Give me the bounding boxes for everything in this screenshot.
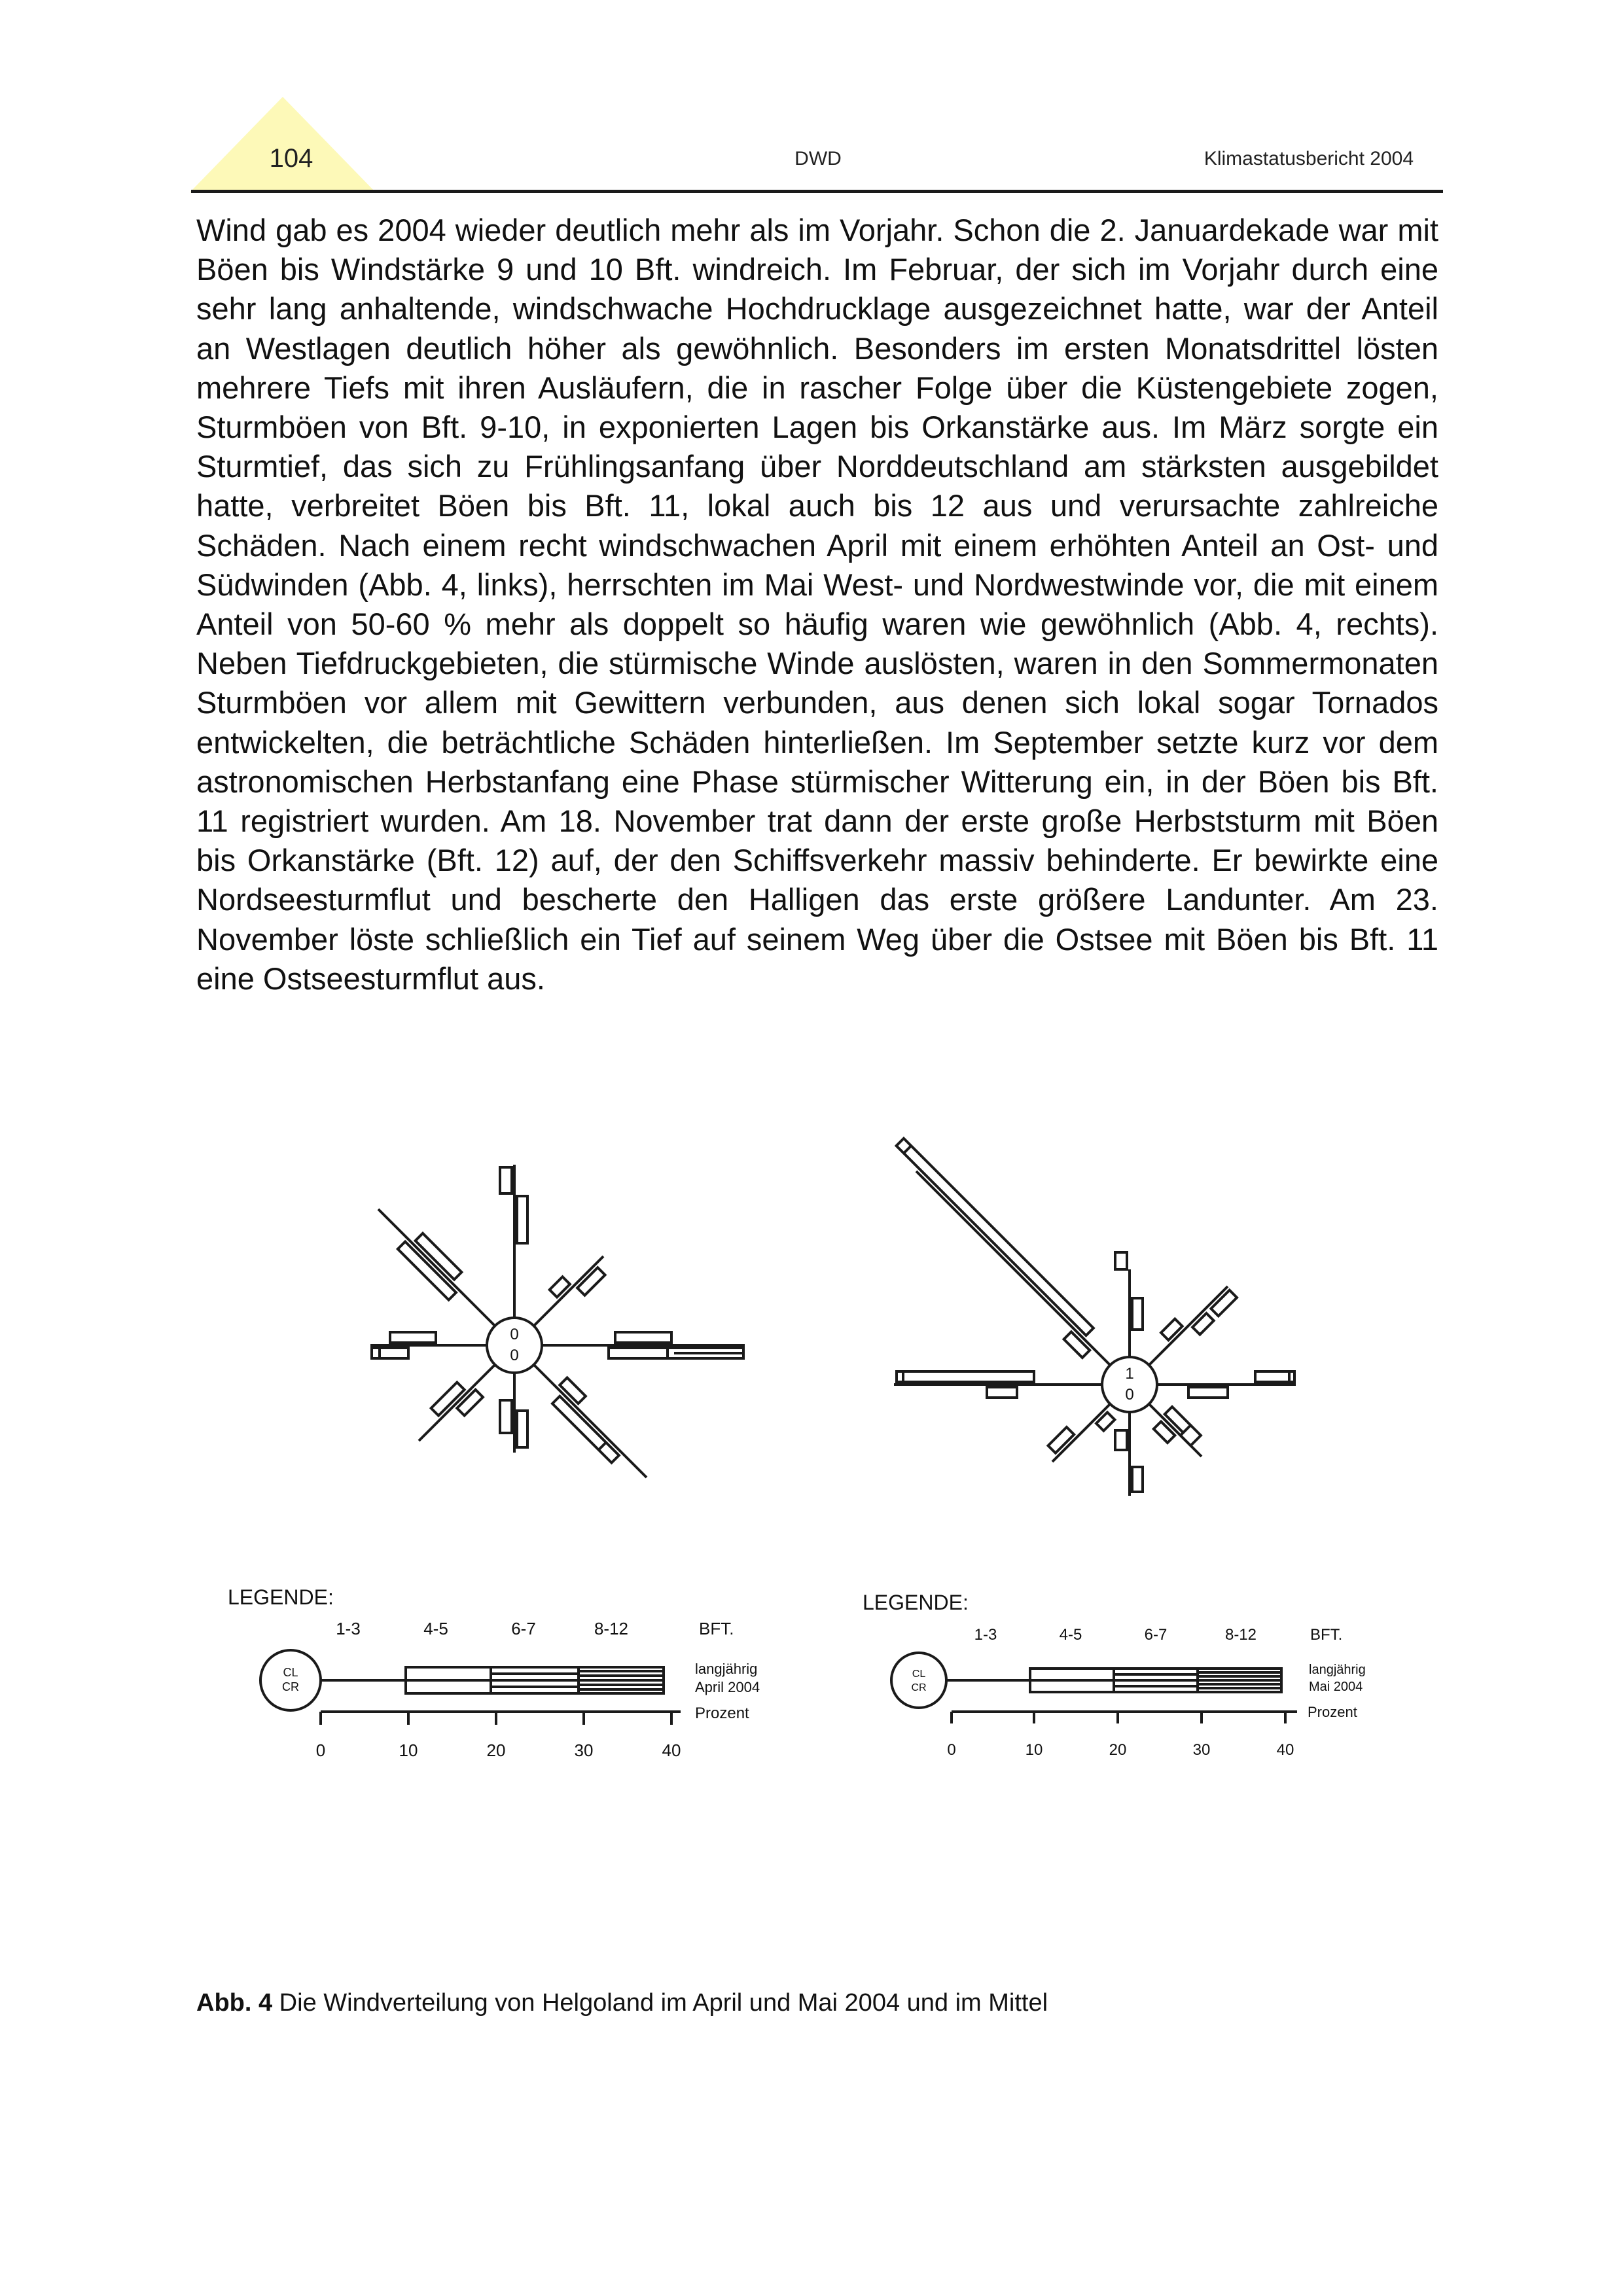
- legend-box-4-5-long: [406, 1667, 491, 1680]
- arm-nw: [378, 1209, 496, 1327]
- legend-row-long: langjährig: [1309, 1663, 1366, 1677]
- bar-n-current: [517, 1196, 527, 1243]
- legend-box-8-12-long: [1198, 1669, 1281, 1680]
- body-paragraph: Wind gab es 2004 wieder deutlich mehr als im Vorjahr. Schon die 2. Januardekade war mit Böen bis Windstärke 9 und 10 Bft. windreich. Im Februar, der sich im Vorjahr durch eine sehr lang anhaltende, windschwache Hochdrucklage ausgezeichnet hatte, war der Anteil an Westlagen deutlich höher als gewöhnlich. Besonders im ersten Monatsdrittel lösten mehrere Tiefs mit ihren Ausläufern, die in rascher Folge über die Küstengebiete zogen, Sturmböen von Bft. 9-10, in exponierten Lagen bis Orkanstärke aus. Im März sorgte ein Sturmtief, das sich zu Frühlingsanfang über Norddeutschland am stärksten ausgebildet hatte, verbreitet Böen bis Bft. 11, lokal auch bis 12 aus und verursachte zahlreiche Schäden. Nach einem recht windschwachen April mit einem erhöhten Anteil an Ost- und Südwinden (Abb. 4, links), herrschten im Mai West- und Nordwestwinde vor, die mit einem Anteil von 50-60 % mehr als doppelt so häufig waren wie gewöhnlich (Abb. 4, rechts). Neben Tiefdruckgebieten, die stürmische Winde auslösten, waren in den Sommermonaten Sturmböen vor allem mit Gewittern verbunden, aus denen sich lokal sogar Tornados entwickelten, die beträchtliche Schäden hinterließen. Im September setzte kurz vor dem astronomischen Herbstanfang eine Phase stürmischer Witterung ein, in der Böen bis Bft. 11 registriert wurden. Am 18. November trat dann der erste große Herbststurm mit Böen bis Orkanstärke (Bft. 12) auf, der den Schiffsverkehr massiv behinderte. Er bewirkte eine Nordseesturmflut und bescherte den Halligen das erste größere Landunter. Am 23. November löste schließlich ein Tief auf seinem Weg über die Ostsee mit Böen bis Bft. 11 eine Ostseesturmflut aus.: [196, 213, 1438, 996]
- legend-tick-label-30: 30: [1192, 1741, 1211, 1759]
- caption-label: Abb. 4: [196, 1989, 273, 2017]
- calm-value: 0: [510, 1326, 519, 1343]
- wind-rose-april: [370, 1165, 745, 1477]
- bar-ne-long: [1161, 1319, 1183, 1341]
- legend-circle-bottom: CR: [282, 1680, 299, 1693]
- legend-tick-label-40: 40: [662, 1740, 681, 1760]
- legend-row-current: April 2004: [695, 1679, 760, 1695]
- calm-remainder: 0: [1125, 1386, 1134, 1404]
- wind-rose-may: [883, 1139, 1296, 1496]
- legend-class-2: 4-5: [1059, 1626, 1082, 1644]
- legend-box-8-12-current: [579, 1680, 664, 1693]
- arm-sw: [419, 1364, 496, 1441]
- bar-n-long: [1115, 1252, 1127, 1269]
- legend-tick-label-20: 20: [1109, 1741, 1127, 1759]
- bar-w-current: [897, 1371, 1034, 1382]
- legend-class-1: 1-3: [974, 1626, 997, 1644]
- header-rule: [191, 190, 1443, 193]
- arm-nw: [916, 1171, 1111, 1366]
- legend-title: LEGENDE:: [228, 1585, 334, 1609]
- calm-remainder: 0: [510, 1347, 519, 1364]
- calm-value: 1: [1125, 1365, 1134, 1383]
- bar-se-current: [1154, 1422, 1175, 1443]
- legend-box-8-12-long: [579, 1667, 664, 1680]
- legend-tick-label-40: 40: [1276, 1741, 1294, 1759]
- bar-n-current: [1132, 1298, 1143, 1330]
- header-report-title: Klimastatusbericht 2004: [1204, 148, 1414, 169]
- figure-caption: [196, 1989, 1048, 2017]
- legend-box-4-5-current: [1030, 1680, 1114, 1692]
- legend-box-4-5-current: [406, 1680, 491, 1693]
- legend-tick-label-30: 30: [574, 1740, 594, 1760]
- caption-text: Die Windverteilung von Helgoland im April und Mai 2004 und im Mittel: [272, 1989, 1048, 2017]
- header-publisher: DWD: [794, 148, 842, 169]
- legend-class-3: 6-7: [511, 1619, 536, 1638]
- bar-sw-current: [1048, 1427, 1075, 1453]
- legend-tick-label-0: 0: [947, 1741, 956, 1759]
- bar-e-long: [1188, 1387, 1228, 1398]
- legend-axis-label: Prozent: [695, 1704, 749, 1722]
- bar-w-current: [372, 1348, 408, 1358]
- legend-title: LEGENDE:: [863, 1591, 969, 1614]
- legend-row-long: langjährig: [695, 1661, 758, 1677]
- bar-ne-current: [577, 1267, 605, 1295]
- page-header: [0, 0, 1623, 203]
- legend-unit: BFT.: [699, 1619, 734, 1638]
- page-number: 104: [269, 144, 313, 173]
- bar-ne-current-b: [1211, 1290, 1237, 1316]
- bar-s-long: [1115, 1430, 1127, 1450]
- legend-box-4-5-long: [1030, 1669, 1114, 1680]
- legend-may: [863, 1591, 1366, 1759]
- legend-axis-label: Prozent: [1308, 1704, 1357, 1720]
- bar-s-current: [517, 1411, 527, 1447]
- legend-circle-bottom: CR: [911, 1682, 927, 1693]
- wind-rose-figures: [0, 1112, 1623, 1845]
- bar-e-long: [615, 1332, 671, 1343]
- arm-ne: [1148, 1286, 1228, 1366]
- bar-nw-current: [897, 1139, 1094, 1335]
- legend-row-current: Mai 2004: [1309, 1680, 1363, 1694]
- legend-circle-top: CL: [283, 1666, 298, 1679]
- bar-n-long: [500, 1167, 512, 1193]
- bar-w-long: [390, 1332, 436, 1343]
- legend-box-8-12-current: [1198, 1680, 1281, 1692]
- legend-tick-label-0: 0: [315, 1740, 326, 1760]
- legend-april: [228, 1585, 760, 1760]
- legend-tick-label-10: 10: [1025, 1741, 1043, 1759]
- legend-class-2: 4-5: [423, 1619, 448, 1638]
- arm-se: [533, 1364, 647, 1477]
- bar-ne-current: [1192, 1313, 1214, 1335]
- bar-s-long: [500, 1400, 512, 1433]
- bar-se-current: [552, 1396, 619, 1463]
- legend-class-1: 1-3: [336, 1619, 361, 1638]
- arm-ne: [533, 1256, 603, 1327]
- legend-tick-label-10: 10: [399, 1740, 418, 1760]
- legend-class-3: 6-7: [1144, 1626, 1168, 1644]
- legend-class-4: 8-12: [1224, 1626, 1257, 1644]
- legend-circle: [891, 1653, 946, 1708]
- legend-unit: BFT.: [1310, 1626, 1343, 1644]
- legend-tick-label-20: 20: [486, 1740, 506, 1760]
- bar-e-current-a: [609, 1348, 668, 1358]
- bar-w-long: [987, 1387, 1017, 1398]
- legend-class-4: 8-12: [594, 1619, 629, 1638]
- legend-circle-top: CL: [912, 1669, 926, 1680]
- bar-s-current: [1132, 1467, 1143, 1492]
